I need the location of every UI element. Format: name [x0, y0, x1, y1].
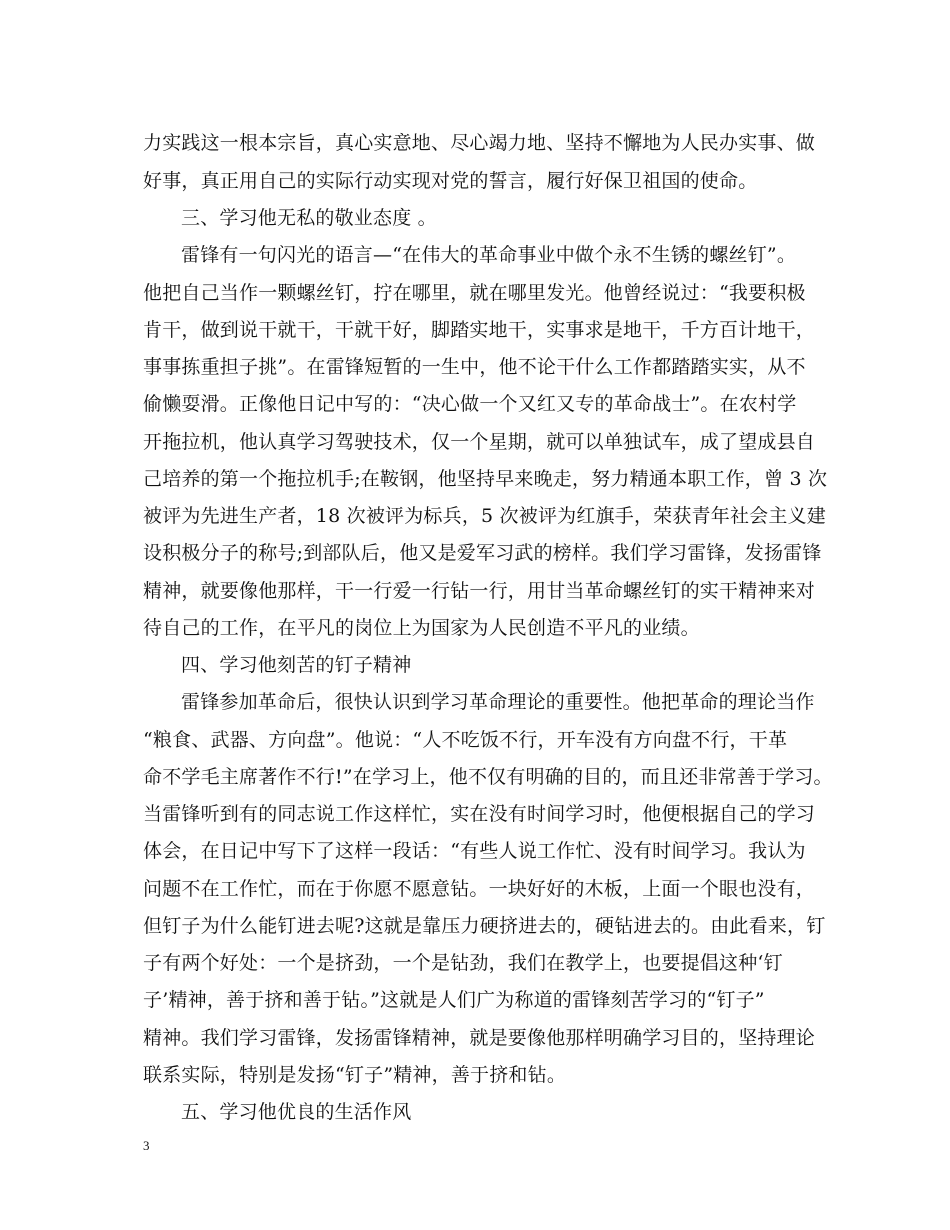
- body-text-line: 子有两个好处：一个是挤劲，一个是钻劲，我们在教学上，也要提倡这种‘钉: [143, 952, 783, 974]
- body-text-line: 他把自己当作一颗螺丝钉，拧在哪里，就在哪里发光。他曾经说过：“我要积极: [143, 282, 806, 304]
- body-text-line: 开拖拉机，他认真学习驾驶技术，仅一个星期，就可以单独试车，成了望成县自: [143, 431, 816, 453]
- body-text-line: 雷锋参加革命后，很快认识到学习革命理论的重要性。他把革命的理论当作: [181, 691, 815, 713]
- body-text-line: 问题不在工作忙，而在于你愿不愿意钻。一块好好的木板，上面一个眼也没有，: [143, 878, 816, 900]
- body-text-line: 体会，在日记中写下了这样一段话：“有些人说工作忙、没有时间学习。我认为: [143, 840, 806, 862]
- body-text-line: 偷懒耍滑。正像他日记中写的：“决心做一个又红又专的革命战士”。在农村学: [143, 393, 797, 415]
- body-text-line: 己培养的第一个拖拉机手;在鞍钢，他坚持早来晚走，努力精通本职工作，曾 3 次: [143, 468, 828, 490]
- body-text-line: 联系实际，特别是发扬“钉子”精神，善于挤和钻。: [143, 1064, 567, 1086]
- body-text-line: 待自己的工作，在平凡的岗位上为国家为人民创造不平凡的业绩。: [143, 617, 700, 639]
- body-text-line: 设积极分子的称号;到部队后，他又是爱军习武的榜样。我们学习雷锋，发扬雷锋: [143, 542, 822, 564]
- body-text-line: 当雷锋听到有的同志说工作这样忙，实在没有时间学习时，他便根据自己的学习: [143, 803, 816, 825]
- body-text-line: 雷锋有一句闪光的语言—“在伟大的革命事业中做个永不生锈的螺丝钉”。: [181, 244, 797, 266]
- section-heading-4: 四、学习他刻苦的钉子精神: [181, 654, 412, 676]
- body-text-line: “粮食、武器、方向盘”。他说：“人不吃饭不行，开车没有方向盘不行，干革: [143, 729, 788, 751]
- body-text-line: 事事拣重担子挑”。在雷锋短暂的一生中，他不论干什么工作都踏踏实实，从不: [143, 356, 806, 378]
- page-number: 3: [143, 1138, 150, 1153]
- body-text-line: 子’精神，善于挤和善于钻。”这就是人们广为称道的雷锋刻苦学习的“钉子”: [143, 989, 765, 1011]
- body-text-line: 精神，就要像他那样，干一行爱一行钻一行，用甘当革命螺丝钉的实干精神来对: [143, 580, 816, 602]
- body-text-line: 但钉子为什么能钉进去呢?这就是靠压力硬挤进去的，硬钻进去的。由此看来，钉: [143, 915, 826, 937]
- section-heading-3: 三、学习他无私的敬业态度 。: [181, 207, 437, 229]
- body-text-line: 好事，真正用自己的实际行动实现对党的誓言，履行好保卫祖国的使命。: [143, 170, 758, 192]
- section-heading-5: 五、学习他优良的生活作风: [181, 1101, 412, 1123]
- body-text-line: 力实践这一根本宗旨，真心实意地、尽心竭力地、坚持不懈地为人民办实事、做: [143, 132, 816, 154]
- body-text-line: 精神。我们学习雷锋，发扬雷锋精神，就是要像他那样明确学习目的，坚持理论: [143, 1027, 816, 1049]
- body-text-line: 肯干，做到说干就干，干就干好，脚踏实地干，实事求是地干，千方百计地干，: [143, 319, 816, 341]
- body-text-line: 命不学毛主席著作不行!”在学习上，他不仅有明确的目的，而且还非常善于学习。: [143, 766, 833, 788]
- body-text-line: 被评为先进生产者，18 次被评为标兵，5 次被评为红旗手，荣获青年社会主义建: [143, 505, 826, 527]
